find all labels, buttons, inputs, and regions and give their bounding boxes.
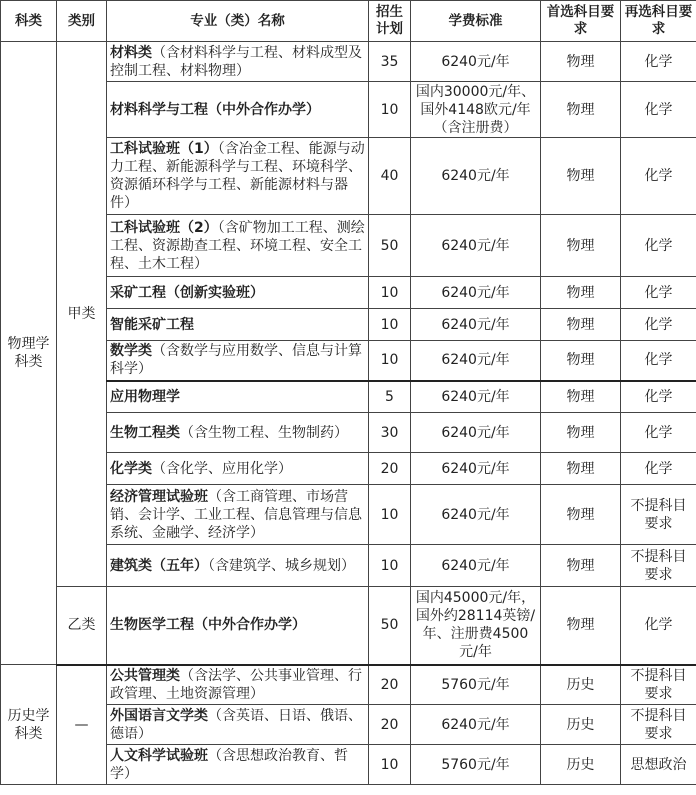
major-desc: （含矿物加工工程、测绘工程、资源勘查工程、环境工程、安全工程、土木工程） xyxy=(110,219,365,272)
major-name-cell xyxy=(107,42,369,82)
major-name: 公共管理类 xyxy=(110,667,180,684)
quota-cell: 10 xyxy=(369,277,411,309)
major-name: 生物医学工程（中外合作办学） xyxy=(110,617,306,634)
category-a: 甲类 xyxy=(57,42,107,587)
fee-cell: 国内30000元/年、国外4148欧元/年（含注册费） xyxy=(411,82,541,138)
major-name-cell xyxy=(107,545,369,587)
major-name: 工科试验班（2） xyxy=(110,219,218,236)
subject-group-physics: 物理学科类 xyxy=(1,42,57,665)
fee-cell: 6240元/年 xyxy=(411,545,541,587)
first-subject-cell: 物理 xyxy=(541,453,621,485)
fee-cell: 6240元/年 xyxy=(411,277,541,309)
major-name: 经济管理试验班 xyxy=(110,488,208,505)
header-fee: 学费标准 xyxy=(411,1,541,42)
fee-cell: 6240元/年 xyxy=(411,453,541,485)
major-name: 人文科学试验班 xyxy=(110,747,208,764)
header-first-subject: 首选科目要求 xyxy=(541,1,621,42)
table-row xyxy=(1,42,696,82)
first-subject-cell: 历史 xyxy=(541,705,621,745)
quota-cell: 10 xyxy=(369,341,411,381)
fee-cell: 6240元/年 xyxy=(411,485,541,545)
major-name: 智能采矿工程 xyxy=(110,316,194,333)
major-name-cell xyxy=(107,665,369,705)
major-desc: （含化学、应用化学） xyxy=(152,460,292,477)
major-desc: （含建筑学、城乡规划） xyxy=(208,557,355,574)
header-major: 专业（类）名称 xyxy=(107,1,369,42)
second-subject-cell: 化学 xyxy=(621,341,696,381)
first-subject-cell: 历史 xyxy=(541,745,621,785)
fee-cell: 6240元/年 xyxy=(411,42,541,82)
major-name: 数学类 xyxy=(110,343,152,360)
quota-cell: 5 xyxy=(369,381,411,413)
major-name: 建筑类（五年） xyxy=(110,557,208,574)
second-subject-cell: 化学 xyxy=(621,82,696,138)
quota-cell: 10 xyxy=(369,82,411,138)
subject-group-history: 历史学科类 xyxy=(1,665,57,785)
first-subject-cell: 物理 xyxy=(541,309,621,341)
fee-cell: 6240元/年 xyxy=(411,138,541,215)
second-subject-cell: 不提科目要求 xyxy=(621,665,696,705)
category-b: 乙类 xyxy=(57,587,107,665)
major-desc: （含数学与应用数学、信息与计算科学） xyxy=(110,343,362,378)
first-subject-cell: 物理 xyxy=(541,545,621,587)
first-subject-cell: 物理 xyxy=(541,381,621,413)
second-subject-cell: 化学 xyxy=(621,309,696,341)
quota-cell: 20 xyxy=(369,453,411,485)
quota-cell: 35 xyxy=(369,42,411,82)
first-subject-cell: 物理 xyxy=(541,277,621,309)
major-name: 材料科学与工程（中外合作办学） xyxy=(110,101,320,118)
fee-cell: 6240元/年 xyxy=(411,413,541,453)
major-desc: （含材料科学与工程、材料成型及控制工程、材料物理） xyxy=(110,44,362,79)
table-row xyxy=(1,665,696,705)
major-name-cell xyxy=(107,705,369,745)
second-subject-cell: 不提科目要求 xyxy=(621,545,696,587)
second-subject-cell: 化学 xyxy=(621,413,696,453)
second-subject-cell: 不提科目要求 xyxy=(621,705,696,745)
header-category: 类别 xyxy=(57,1,107,42)
second-subject-cell: 思想政治 xyxy=(621,745,696,785)
major-name-cell xyxy=(107,381,369,413)
second-subject-cell: 化学 xyxy=(621,138,696,215)
second-subject-cell: 化学 xyxy=(621,215,696,277)
quota-cell: 10 xyxy=(369,745,411,785)
quota-cell: 40 xyxy=(369,138,411,215)
major-name: 应用物理学 xyxy=(110,388,180,405)
first-subject-cell: 物理 xyxy=(541,215,621,277)
fee-cell: 6240元/年 xyxy=(411,215,541,277)
second-subject-cell: 化学 xyxy=(621,381,696,413)
category-history: — xyxy=(57,665,107,785)
quota-cell: 10 xyxy=(369,309,411,341)
major-name-cell xyxy=(107,453,369,485)
quota-cell: 10 xyxy=(369,545,411,587)
header-second-subject: 再选科目要求 xyxy=(621,1,696,42)
fee-cell: 国内45000元/年，国外约28114英镑/年、注册费4500元/年 xyxy=(411,587,541,665)
major-name-cell xyxy=(107,485,369,545)
major-desc: （含冶金工程、能源与动力工程、新能源科学与工程、环境科学、资源循环科学与工程、新能源材料与器件） xyxy=(110,141,365,211)
quota-cell: 50 xyxy=(369,587,411,665)
first-subject-cell: 物理 xyxy=(541,413,621,453)
second-subject-cell: 化学 xyxy=(621,277,696,309)
major-name-cell xyxy=(107,413,369,453)
major-desc: （含英语、日语、俄语、德语） xyxy=(110,707,362,742)
major-name: 外国语言文学类 xyxy=(110,707,208,724)
major-desc: （含生物工程、生物制药） xyxy=(180,424,348,441)
major-name-cell xyxy=(107,277,369,309)
quota-cell: 50 xyxy=(369,215,411,277)
second-subject-cell: 不提科目要求 xyxy=(621,485,696,545)
major-name: 生物工程类 xyxy=(110,424,180,441)
table-row xyxy=(1,587,696,665)
first-subject-cell: 物理 xyxy=(541,42,621,82)
major-name: 采矿工程（创新实验班） xyxy=(110,284,264,301)
quota-cell: 10 xyxy=(369,485,411,545)
major-desc: （含法学、公共事业管理、行政管理、土地资源管理） xyxy=(110,667,362,702)
major-desc: （含思想政治教育、哲学） xyxy=(110,747,348,782)
fee-cell: 6240元/年 xyxy=(411,309,541,341)
major-name-cell xyxy=(107,745,369,785)
major-name: 材料类 xyxy=(110,44,152,61)
fee-cell: 6240元/年 xyxy=(411,705,541,745)
second-subject-cell: 化学 xyxy=(621,453,696,485)
fee-cell: 5760元/年 xyxy=(411,745,541,785)
major-name: 工科试验班（1） xyxy=(110,141,218,157)
major-name: 化学类 xyxy=(110,460,152,477)
major-name-cell xyxy=(107,309,369,341)
major-name-cell xyxy=(107,215,369,277)
header-subject: 科类 xyxy=(1,1,57,42)
first-subject-cell: 物理 xyxy=(541,138,621,215)
first-subject-cell: 物理 xyxy=(541,587,621,665)
major-name-cell xyxy=(107,341,369,381)
header-quota: 招生计划 xyxy=(369,1,411,42)
major-name-cell xyxy=(107,587,369,665)
quota-cell: 30 xyxy=(369,413,411,453)
first-subject-cell: 物理 xyxy=(541,485,621,545)
second-subject-cell: 化学 xyxy=(621,587,696,665)
quota-cell: 20 xyxy=(369,705,411,745)
fee-cell: 5760元/年 xyxy=(411,665,541,705)
first-subject-cell: 物理 xyxy=(541,82,621,138)
major-desc: （含工商管理、市场营销、会计学、工业工程、信息管理与信息系统、金融学、经济学） xyxy=(110,488,362,541)
fee-cell: 6240元/年 xyxy=(411,341,541,381)
second-subject-cell: 化学 xyxy=(621,42,696,82)
major-name-cell xyxy=(107,82,369,138)
first-subject-cell: 历史 xyxy=(541,665,621,705)
first-subject-cell: 物理 xyxy=(541,341,621,381)
major-name-cell xyxy=(107,138,369,215)
fee-cell: 6240元/年 xyxy=(411,381,541,413)
quota-cell: 20 xyxy=(369,665,411,705)
